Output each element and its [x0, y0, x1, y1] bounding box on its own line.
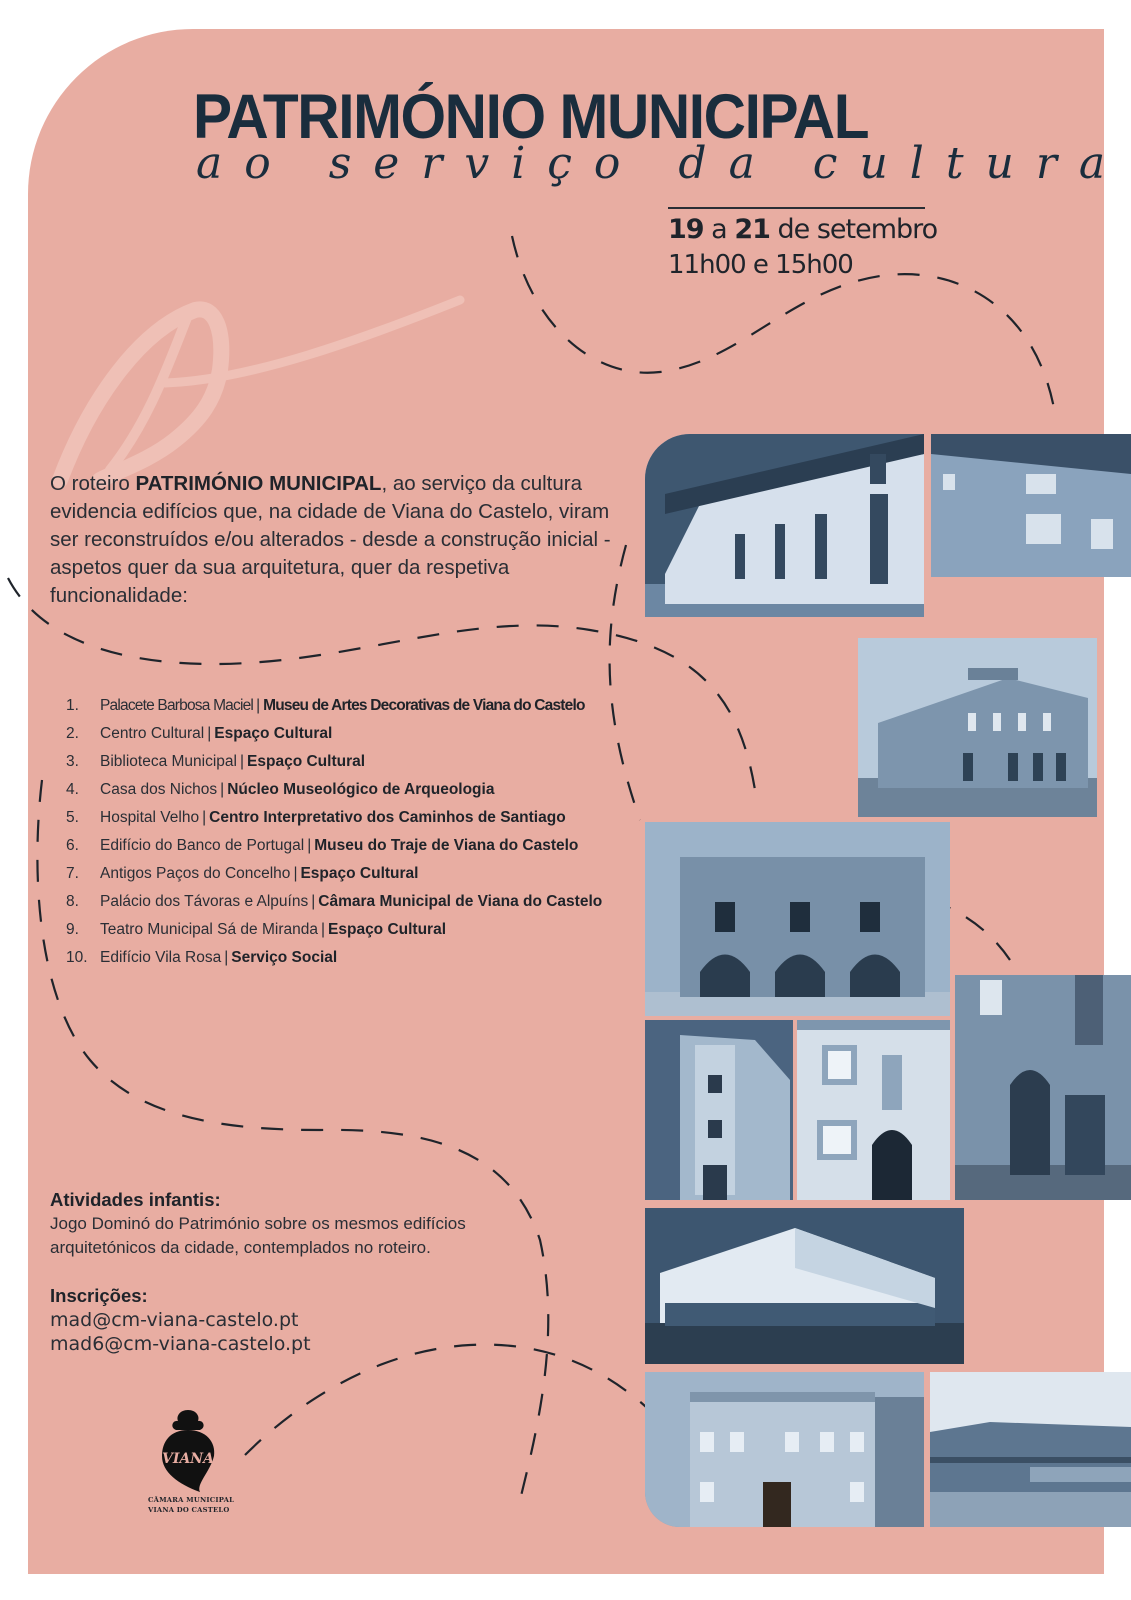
- item-number: 3.: [66, 753, 79, 770]
- building-function: Museu de Artes Decorativas de Viana do Castelo: [263, 697, 585, 714]
- building-function: Espaço Cultural: [300, 865, 419, 882]
- item-number: 6.: [66, 837, 79, 854]
- svg-text:VIANA: VIANA: [162, 1451, 214, 1467]
- municipality-logo: [148, 1408, 235, 1518]
- separator: |: [224, 949, 229, 966]
- list-item: [66, 778, 626, 806]
- item-number: 2.: [66, 725, 79, 742]
- date-end: 21: [734, 214, 770, 245]
- building-function: Serviço Social: [231, 949, 338, 966]
- building-function: Espaço Cultural: [247, 753, 366, 770]
- building-function: Museu do Traje de Viana do Castelo: [314, 837, 579, 854]
- photo-biblioteca-municipal: [645, 1208, 964, 1364]
- building-name: Palácio dos Távoras e Alpuíns: [100, 893, 309, 910]
- intro-paragraph: [50, 470, 620, 610]
- logo-line-1: CÂMARA MUNICIPAL: [148, 1496, 235, 1504]
- building-name: Hospital Velho: [100, 809, 200, 826]
- event-times: 11h00 e 15h00: [668, 250, 853, 280]
- photo-palacete-barbosa-maciel: [645, 434, 924, 617]
- intro-suffix: , ao serviço da cultura evidencia edifícios que, na cidade de Viana do Castelo, viram ser reconstruídos e/ou alterados - desde a construção inicial - aspetos quer da sua arquitetura, quer da respetiva funcionalidade:: [50, 472, 611, 607]
- date-start: 19: [668, 214, 704, 245]
- list-item: [66, 694, 626, 722]
- date-month: de setembro: [777, 214, 938, 245]
- building-function: Núcleo Museológico de Arqueologia: [227, 781, 495, 798]
- building-name: Palacete Barbosa Maciel: [100, 697, 254, 714]
- poster-subtitle: ao serviço da cultura: [196, 138, 1128, 189]
- separator: |: [240, 753, 245, 770]
- building-name: Antigos Paços do Concelho: [100, 865, 291, 882]
- kids-activities-heading: Atividades infantis:: [50, 1189, 221, 1210]
- poster-title: PATRIMÓNIO MUNICIPAL: [193, 82, 869, 152]
- event-dates: [668, 214, 937, 245]
- list-item: [66, 862, 626, 890]
- buildings-list: [66, 694, 626, 974]
- registration-email-2[interactable]: mad6@cm-viana-castelo.pt: [50, 1333, 311, 1355]
- building-name: Edifício Vila Rosa: [100, 949, 222, 966]
- building-name: Casa dos Nichos: [100, 781, 218, 798]
- item-number: 7.: [66, 865, 79, 882]
- photo-hospital-velho: [797, 1020, 950, 1200]
- building-name: Teatro Municipal Sá de Miranda: [100, 921, 318, 938]
- photo-antigos-pacos-do-concelho: [645, 822, 950, 1016]
- building-name: Edifício do Banco de Portugal: [100, 837, 305, 854]
- building-name: Centro Cultural: [100, 725, 205, 742]
- list-item: [66, 946, 626, 974]
- viana-heart-icon: [160, 1408, 216, 1494]
- registration-heading: Inscrições:: [50, 1285, 148, 1306]
- item-number: 10.: [66, 949, 88, 966]
- list-item: [66, 834, 626, 862]
- item-number: 9.: [66, 921, 79, 938]
- photo-banco-de-portugal: [645, 1020, 793, 1200]
- photo-centro-cultural: [930, 1372, 1131, 1527]
- building-function: Centro Interpretativo dos Caminhos de Santiago: [209, 809, 566, 826]
- logo-line-2: VIANA DO CASTELO: [148, 1506, 230, 1514]
- separator: |: [220, 781, 225, 798]
- item-number: 5.: [66, 809, 79, 826]
- building-function: Espaço Cultural: [214, 725, 333, 742]
- list-item: [66, 890, 626, 918]
- separator: |: [256, 697, 261, 714]
- item-number: 4.: [66, 781, 79, 798]
- separator: |: [320, 921, 326, 938]
- separator: |: [307, 837, 312, 854]
- building-function: Espaço Cultural: [328, 921, 447, 938]
- list-item: [66, 722, 626, 750]
- building-name: Biblioteca Municipal: [100, 753, 237, 770]
- item-number: 1.: [66, 697, 79, 714]
- separator: |: [311, 893, 316, 910]
- list-item: [66, 806, 626, 834]
- kids-activities-text: Jogo Dominó do Património sobre os mesmos edifícios arquitetónicos da cidade, contemplados no roteiro.: [50, 1214, 466, 1257]
- separator: |: [207, 725, 212, 742]
- building-function: Câmara Municipal de Viana do Castelo: [318, 893, 603, 910]
- date-connector: a: [711, 214, 727, 245]
- intro-highlight: PATRIMÓNIO MUNICIPAL: [135, 472, 382, 495]
- item-number: 8.: [66, 893, 79, 910]
- registration-email-1[interactable]: mad@cm-viana-castelo.pt: [50, 1309, 299, 1331]
- separator: |: [293, 865, 298, 882]
- photo-palacio-tavoras: [645, 1372, 924, 1527]
- list-item: [66, 750, 626, 778]
- list-item: [66, 918, 626, 946]
- title-divider: [668, 207, 925, 209]
- photo-teatro-sa-de-miranda: [858, 638, 1097, 817]
- intro-prefix: O roteiro: [50, 472, 136, 495]
- separator: |: [202, 809, 207, 826]
- photo-casa-dos-nichos: [955, 975, 1131, 1200]
- photo-vila-rosa: [931, 434, 1131, 577]
